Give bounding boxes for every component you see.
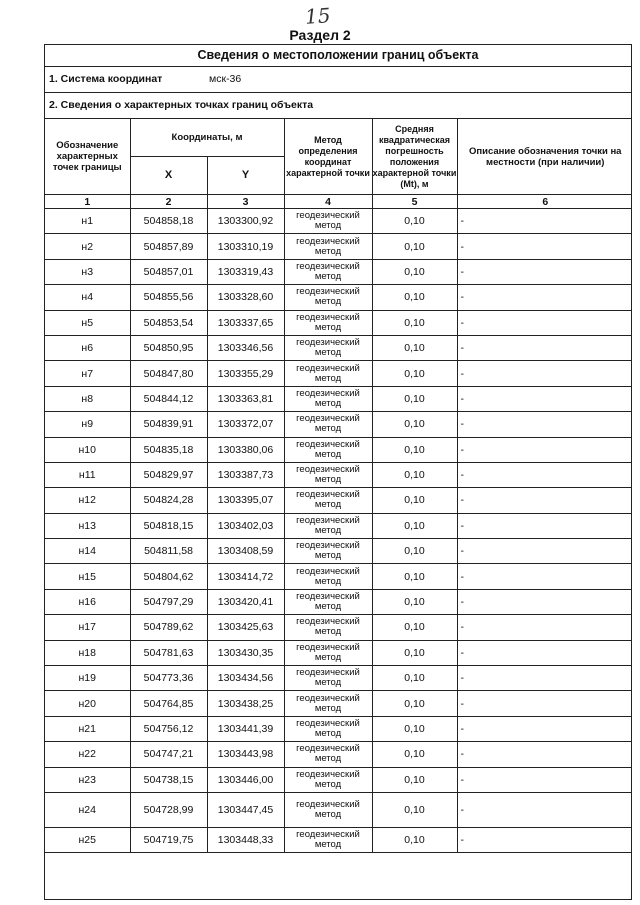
description: - bbox=[457, 412, 632, 437]
table-row bbox=[45, 513, 632, 538]
coord-x: 504738,15 bbox=[130, 767, 207, 792]
mean-error: 0,10 bbox=[372, 716, 457, 741]
coord-y: 1303355,29 bbox=[207, 361, 284, 386]
coord-x: 504747,21 bbox=[130, 742, 207, 767]
coord-x: 504804,62 bbox=[130, 564, 207, 589]
coord-x: 504857,89 bbox=[130, 234, 207, 259]
coord-x: 504839,91 bbox=[130, 412, 207, 437]
point-name: н16 bbox=[45, 589, 130, 614]
coord-y: 1303425,63 bbox=[207, 615, 284, 640]
description: - bbox=[457, 589, 632, 614]
description: - bbox=[457, 361, 632, 386]
method: геодезический метод bbox=[284, 539, 372, 564]
method: геодезический метод bbox=[284, 716, 372, 741]
table-row bbox=[45, 412, 632, 437]
coord-y: 1303447,45 bbox=[207, 792, 284, 827]
coord-y: 1303408,59 bbox=[207, 539, 284, 564]
method: геодезический метод bbox=[284, 615, 372, 640]
column-number: 4 bbox=[284, 195, 372, 209]
column-number: 2 bbox=[130, 195, 207, 209]
coord-y: 1303328,60 bbox=[207, 285, 284, 310]
point-name: н6 bbox=[45, 335, 130, 360]
header-y: Y bbox=[207, 157, 284, 195]
coordinate-system-value: мск-36 bbox=[209, 73, 242, 85]
coord-y: 1303380,06 bbox=[207, 437, 284, 462]
method: геодезический метод bbox=[284, 335, 372, 360]
mean-error: 0,10 bbox=[372, 437, 457, 462]
mean-error: 0,10 bbox=[372, 792, 457, 827]
description: - bbox=[457, 792, 632, 827]
method: геодезический метод bbox=[284, 462, 372, 487]
coord-y: 1303300,92 bbox=[207, 209, 284, 234]
point-name: н20 bbox=[45, 691, 130, 716]
mean-error: 0,10 bbox=[372, 335, 457, 360]
point-name: н10 bbox=[45, 437, 130, 462]
mean-error: 0,10 bbox=[372, 827, 457, 852]
coord-y: 1303402,03 bbox=[207, 513, 284, 538]
coord-x: 504728,99 bbox=[130, 792, 207, 827]
method: геодезический метод bbox=[284, 792, 372, 827]
table-row bbox=[45, 462, 632, 487]
coord-x: 504781,63 bbox=[130, 640, 207, 665]
header-method: Метод определения координат характерной точки bbox=[284, 119, 372, 195]
method: геодезический метод bbox=[284, 488, 372, 513]
point-name: н17 bbox=[45, 615, 130, 640]
points-table bbox=[45, 119, 632, 853]
table-row bbox=[45, 259, 632, 284]
point-name: н21 bbox=[45, 716, 130, 741]
points-heading: 2. Сведения о характерных точках границ объекта bbox=[45, 93, 631, 119]
coord-y: 1303346,56 bbox=[207, 335, 284, 360]
table-row bbox=[45, 310, 632, 335]
method: геодезический метод bbox=[284, 691, 372, 716]
coord-x: 504853,54 bbox=[130, 310, 207, 335]
coord-x: 504847,80 bbox=[130, 361, 207, 386]
description: - bbox=[457, 386, 632, 411]
description: - bbox=[457, 539, 632, 564]
method: геодезический метод bbox=[284, 767, 372, 792]
point-name: н1 bbox=[45, 209, 130, 234]
table-row bbox=[45, 640, 632, 665]
coord-x: 504789,62 bbox=[130, 615, 207, 640]
mean-error: 0,10 bbox=[372, 259, 457, 284]
table-row bbox=[45, 234, 632, 259]
header-error: Средняя квадратическая погрешность положения характерной точки (Mt), м bbox=[372, 119, 457, 195]
coord-x: 504858,18 bbox=[130, 209, 207, 234]
description: - bbox=[457, 742, 632, 767]
method: геодезический метод bbox=[284, 361, 372, 386]
coord-y: 1303441,39 bbox=[207, 716, 284, 741]
table-row bbox=[45, 488, 632, 513]
table-row bbox=[45, 437, 632, 462]
coord-x: 504835,18 bbox=[130, 437, 207, 462]
method: геодезический метод bbox=[284, 259, 372, 284]
description: - bbox=[457, 666, 632, 691]
table-row bbox=[45, 386, 632, 411]
method: геодезический метод bbox=[284, 412, 372, 437]
coord-y: 1303363,81 bbox=[207, 386, 284, 411]
mean-error: 0,10 bbox=[372, 513, 457, 538]
table-row bbox=[45, 539, 632, 564]
description: - bbox=[457, 285, 632, 310]
header-designation: Обозначение характерных точек границы bbox=[45, 119, 130, 195]
mean-error: 0,10 bbox=[372, 666, 457, 691]
coord-x: 504719,75 bbox=[130, 827, 207, 852]
description: - bbox=[457, 437, 632, 462]
description: - bbox=[457, 310, 632, 335]
table-row bbox=[45, 691, 632, 716]
points-table-body bbox=[45, 209, 632, 853]
column-number: 5 bbox=[372, 195, 457, 209]
point-name: н12 bbox=[45, 488, 130, 513]
coord-x: 504844,12 bbox=[130, 386, 207, 411]
description: - bbox=[457, 209, 632, 234]
coord-x: 504850,95 bbox=[130, 335, 207, 360]
coord-y: 1303387,73 bbox=[207, 462, 284, 487]
mean-error: 0,10 bbox=[372, 640, 457, 665]
description: - bbox=[457, 767, 632, 792]
description: - bbox=[457, 615, 632, 640]
description: - bbox=[457, 234, 632, 259]
mean-error: 0,10 bbox=[372, 361, 457, 386]
mean-error: 0,10 bbox=[372, 386, 457, 411]
table-row bbox=[45, 589, 632, 614]
coord-y: 1303319,43 bbox=[207, 259, 284, 284]
method: геодезический метод bbox=[284, 209, 372, 234]
point-name: н7 bbox=[45, 361, 130, 386]
description: - bbox=[457, 513, 632, 538]
point-name: н23 bbox=[45, 767, 130, 792]
column-number: 3 bbox=[207, 195, 284, 209]
coord-y: 1303430,35 bbox=[207, 640, 284, 665]
header-coordinates: Координаты, м bbox=[130, 119, 284, 157]
description: - bbox=[457, 564, 632, 589]
mean-error: 0,10 bbox=[372, 462, 457, 487]
coord-x: 504764,85 bbox=[130, 691, 207, 716]
table-row bbox=[45, 361, 632, 386]
point-name: н18 bbox=[45, 640, 130, 665]
coord-y: 1303434,56 bbox=[207, 666, 284, 691]
mean-error: 0,10 bbox=[372, 564, 457, 589]
description: - bbox=[457, 335, 632, 360]
table-row bbox=[45, 716, 632, 741]
coord-x: 504824,28 bbox=[130, 488, 207, 513]
coord-x: 504756,12 bbox=[130, 716, 207, 741]
coord-x: 504857,01 bbox=[130, 259, 207, 284]
page-number: 15 bbox=[304, 3, 332, 29]
section-label: Раздел 2 bbox=[289, 27, 351, 43]
mean-error: 0,10 bbox=[372, 285, 457, 310]
coord-y: 1303414,72 bbox=[207, 564, 284, 589]
table-row bbox=[45, 792, 632, 827]
table-row bbox=[45, 285, 632, 310]
mean-error: 0,10 bbox=[372, 691, 457, 716]
method: геодезический метод bbox=[284, 827, 372, 852]
coordinate-system-row bbox=[45, 67, 631, 93]
method: геодезический метод bbox=[284, 666, 372, 691]
description: - bbox=[457, 462, 632, 487]
point-name: н19 bbox=[45, 666, 130, 691]
method: геодезический метод bbox=[284, 310, 372, 335]
coord-x: 504773,36 bbox=[130, 666, 207, 691]
coord-x: 504818,15 bbox=[130, 513, 207, 538]
point-name: н2 bbox=[45, 234, 130, 259]
header-x: X bbox=[130, 157, 207, 195]
table-row bbox=[45, 767, 632, 792]
coord-y: 1303337,65 bbox=[207, 310, 284, 335]
description: - bbox=[457, 716, 632, 741]
coordinate-system-label: 1. Система координат bbox=[49, 73, 163, 85]
mean-error: 0,10 bbox=[372, 488, 457, 513]
mean-error: 0,10 bbox=[372, 589, 457, 614]
point-name: н15 bbox=[45, 564, 130, 589]
coord-y: 1303372,07 bbox=[207, 412, 284, 437]
method: геодезический метод bbox=[284, 742, 372, 767]
description: - bbox=[457, 691, 632, 716]
mean-error: 0,10 bbox=[372, 310, 457, 335]
coord-x: 504855,56 bbox=[130, 285, 207, 310]
method: геодезический метод bbox=[284, 564, 372, 589]
table-row bbox=[45, 564, 632, 589]
mean-error: 0,10 bbox=[372, 742, 457, 767]
description: - bbox=[457, 259, 632, 284]
point-name: н3 bbox=[45, 259, 130, 284]
table-row bbox=[45, 615, 632, 640]
coord-y: 1303420,41 bbox=[207, 589, 284, 614]
mean-error: 0,10 bbox=[372, 767, 457, 792]
mean-error: 0,10 bbox=[372, 412, 457, 437]
table-row bbox=[45, 827, 632, 852]
mean-error: 0,10 bbox=[372, 615, 457, 640]
method: геодезический метод bbox=[284, 589, 372, 614]
method: геодезический метод bbox=[284, 640, 372, 665]
method: геодезический метод bbox=[284, 437, 372, 462]
method: геодезический метод bbox=[284, 386, 372, 411]
mean-error: 0,10 bbox=[372, 209, 457, 234]
point-name: н25 bbox=[45, 827, 130, 852]
boundary-sheet bbox=[44, 44, 632, 900]
point-name: н4 bbox=[45, 285, 130, 310]
method: геодезический метод bbox=[284, 285, 372, 310]
coord-x: 504829,97 bbox=[130, 462, 207, 487]
description: - bbox=[457, 827, 632, 852]
point-name: н8 bbox=[45, 386, 130, 411]
document-title: Сведения о местоположении границ объекта bbox=[45, 45, 631, 67]
coord-x: 504797,29 bbox=[130, 589, 207, 614]
point-name: н5 bbox=[45, 310, 130, 335]
column-number: 6 bbox=[457, 195, 632, 209]
point-name: н11 bbox=[45, 462, 130, 487]
coord-y: 1303310,19 bbox=[207, 234, 284, 259]
column-number: 1 bbox=[45, 195, 130, 209]
coord-y: 1303443,98 bbox=[207, 742, 284, 767]
coord-y: 1303446,00 bbox=[207, 767, 284, 792]
method: геодезический метод bbox=[284, 234, 372, 259]
coord-y: 1303438,25 bbox=[207, 691, 284, 716]
point-name: н22 bbox=[45, 742, 130, 767]
table-row bbox=[45, 335, 632, 360]
point-name: н14 bbox=[45, 539, 130, 564]
point-name: н24 bbox=[45, 792, 130, 827]
table-row bbox=[45, 666, 632, 691]
point-name: н13 bbox=[45, 513, 130, 538]
description: - bbox=[457, 640, 632, 665]
coord-y: 1303448,33 bbox=[207, 827, 284, 852]
description: - bbox=[457, 488, 632, 513]
coord-y: 1303395,07 bbox=[207, 488, 284, 513]
table-row bbox=[45, 209, 632, 234]
point-name: н9 bbox=[45, 412, 130, 437]
table-row bbox=[45, 742, 632, 767]
mean-error: 0,10 bbox=[372, 234, 457, 259]
header-description: Описание обозначения точки на местности (при наличии) bbox=[457, 119, 632, 195]
method: геодезический метод bbox=[284, 513, 372, 538]
mean-error: 0,10 bbox=[372, 539, 457, 564]
coord-x: 504811,58 bbox=[130, 539, 207, 564]
